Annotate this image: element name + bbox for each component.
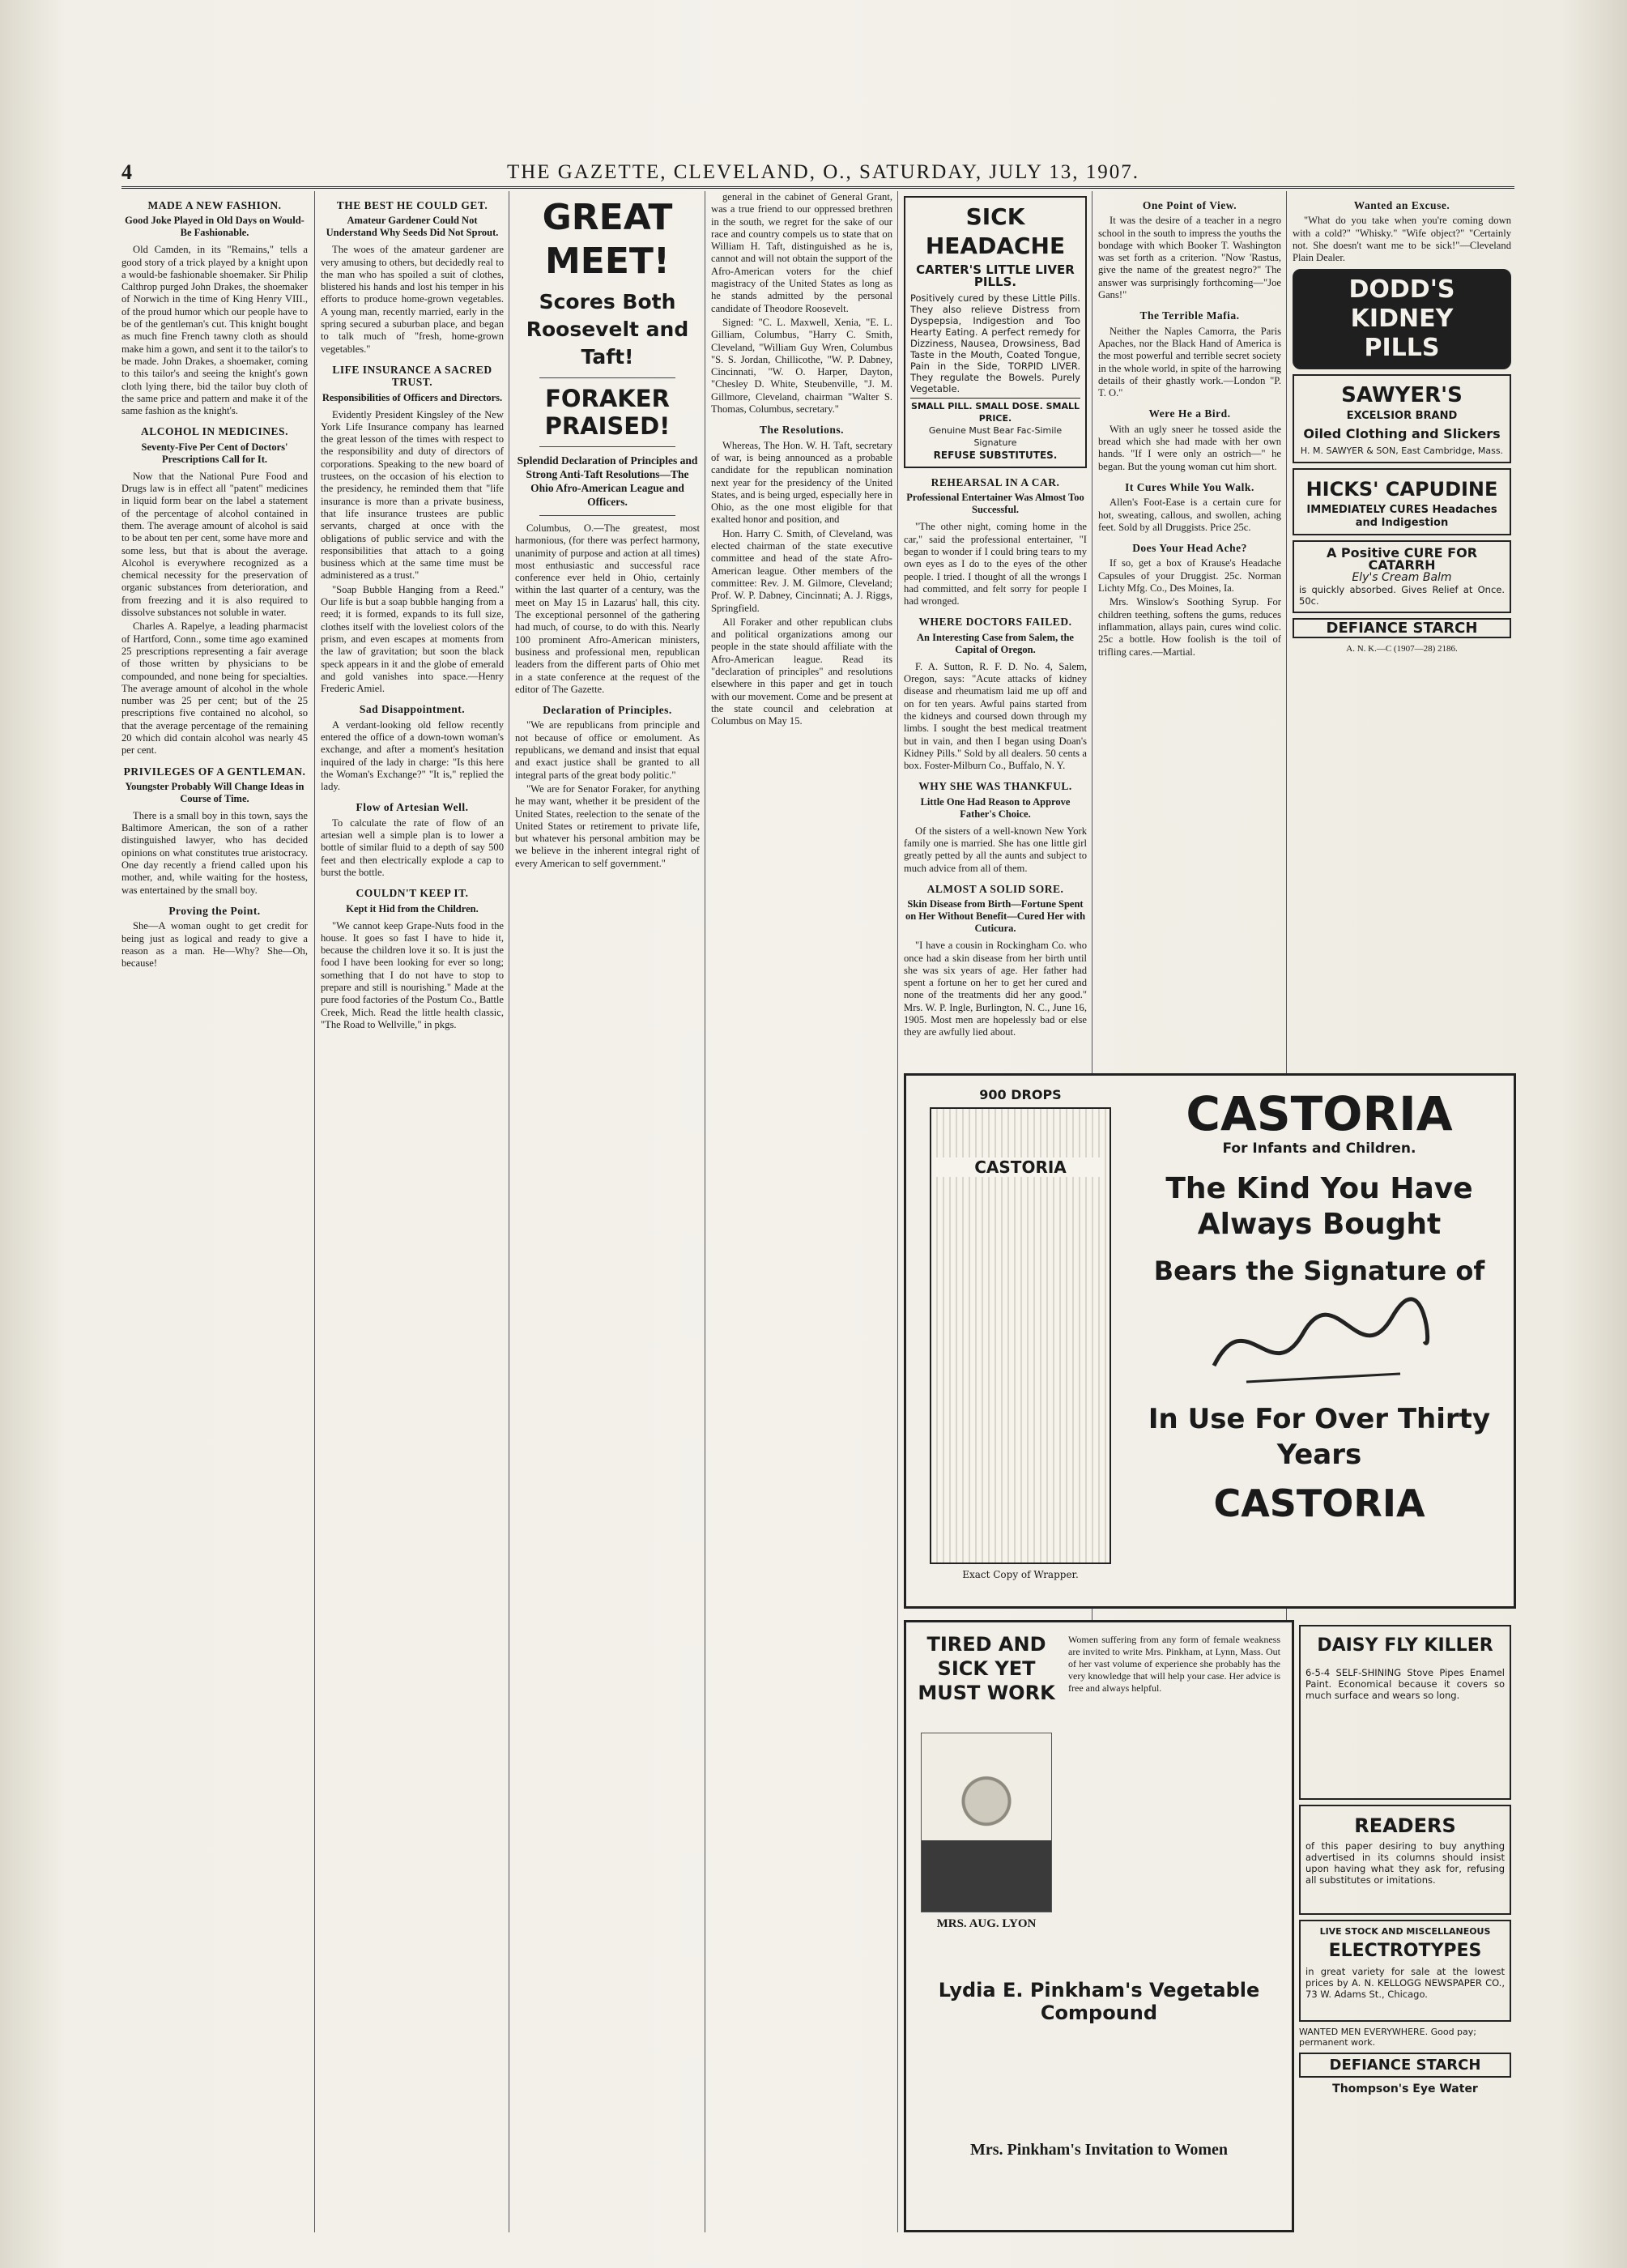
castoria-drops: 900 DROPS (979, 1087, 1062, 1102)
signatures: Signed: "C. L. Maxwell, Xenia, "E. L. Gilliam, Columbus, "Harry C. Smith, Cleveland, "William Guy Wren, Columbus "S. S. Jordan, Chillicothe, "W. P. Dabney, Cincinnati, "W. O. Harper, Dayton, "Chesley D. White, Steubenville, "J. M. Gillmore, Cleveland, chairman "Walter S. Thomas, Columbus, secretary." (711, 316, 892, 416)
story-subheading: Skin Disease from Birth—Fortune Spent on Her Without Benefit—Cured Her with Cuticura. (905, 898, 1086, 935)
sawyer-brand: SAWYER'S (1341, 383, 1463, 408)
castoria-wrapper-caption: Exact Copy of Wrapper. (962, 1569, 1079, 1580)
castoria-bottle-label: CASTORIA (936, 1157, 1105, 1177)
castoria-kind: The Kind You Have Always Bought (1165, 1172, 1473, 1241)
index-line: A. N. K.—C (1907—28) 2186. (1346, 644, 1458, 654)
carters-ad (904, 196, 1087, 468)
thompson-eye-water-ad: Thompson's Eye Water (1332, 2083, 1478, 2095)
story-heading: REHEARSAL IN A CAR. (931, 476, 1060, 489)
castoria-in-use: In Use For Over Thirty Years (1148, 1403, 1491, 1471)
story-subheading: An Interesting Case from Salem, the Capital of Oregon. (917, 631, 1074, 655)
newspaper-title: THE GAZETTE, CLEVELAND, O., SATURDAY, JULY 13, 1907. (506, 161, 1140, 183)
article-paragraph: All Foraker and other republican clubs and political organizations among our people in the state should affiliate with the Afro-American league. Read its "declaration of principles" and resolutions elsewhere in this paper and get in touch with our movement. Come and be present at the state council and celebration at Columbus on May 15. (711, 616, 892, 727)
divider (539, 377, 675, 378)
dodds-line1: DODD'S (1348, 275, 1455, 305)
story-subheading: Professional Entertainer Was Almost Too Successful. (906, 492, 1084, 516)
story-heading: MADE A NEW FASHION. (147, 199, 282, 211)
story-text: "The other night, coming home in the car," said the professional entertainer, "I began to wonder if I could bring tears to my own eyes as I do to the eyes of the other people. I tried. I thought of all the wrongs I had committed, and felt sorry for people I had wronged. (904, 521, 1087, 608)
story-text: Of the sisters of a well-known New York family one is married. She has one little girl greatly petted by all the aunts and subject to much advice from all of them. (904, 825, 1087, 874)
masthead (121, 159, 1514, 189)
pinkham-compound: Lydia E. Pinkham's Vegetable Compound (938, 1979, 1260, 2024)
divider (539, 446, 675, 447)
story-text: She—A woman ought to get credit for being just as logical and ready to give a reason as a man. He—Why? She—Oh, because! (121, 920, 308, 970)
article-paragraph: "We are for Senator Foraker, for anything he may want, whether it be president of the United States, reelection to the senate of the United States or retirement to private life, but whatever his personal ambition may be we believe in the inherent integral right of every American to self government." (515, 782, 700, 869)
story-text: Neither the Naples Camorra, the Paris Apaches, nor the Black Hand of America is the most powerful and terrible secret society in the whole world, in spite of the harrowing details of their ghastly work.—London "P. T. O." (1098, 325, 1281, 399)
story-heading: The Terrible Mafia. (1139, 309, 1240, 322)
divider (539, 515, 675, 516)
story-subheading: Amateur Gardener Could Not Understand Why Seeds Did Not Sprout. (326, 215, 499, 239)
article-paragraph: Whereas, The Hon. W. H. Taft, secretary of war, is being announced as a probable candidate for the republican nomination next year for the presidency of the United States, and is being urged, especially here in Ohio, as the one most eligible for that exalted honor and position, and (711, 439, 892, 526)
story-text: "I have a cousin in Rockingham Co. who once had a skin disease from her birth until she was six years of age. Her father had spent a fortune on her to get her cured and none of the treatments did her any good." Mrs. W. P. Ingle, Burlington, N. C., June 16, 1905. Most men are hopelessly bad or else they are awfully lied about. (904, 940, 1087, 1038)
story-text: The woes of the amateur gardener are very amusing to others, but decidedly real to the man who has spoiled a suit of clothes, blistered his hands and lost his temper in his efforts to produce home-grown vegetables. A young man, recently married, early in the spring secured a suburban place, and began to talk much of "fresh, home-grown vegetables." (321, 244, 504, 355)
article-paragraph: "We are republicans from principle and not because of office or emolument. As republicans, we demand and insist that equal and exact justice shall be granted to all integral parts of the great body politic." (515, 719, 700, 781)
article-paragraph: general in the cabinet of General Grant, was a true friend to our oppressed brethren in the south, we regret for the sake of our race and country compels us to state that on William H. Taft, distinguished as he is, cannot and will not obtain the support of the Afro-American voters for the chief magistracy of the United States as long as he stands admitted by the personal candidate of Theodore Roosevelt. (711, 191, 892, 314)
story-subheading: Responsibilities of Officers and Directors. (322, 391, 503, 403)
daisy-fly-killer-ad (1299, 1625, 1511, 1800)
story-text: There is a small boy in this town, says the Baltimore American, the son of a rather distinguished lawyer, who has decided opinions on what constitutes true aristocracy. One day recently a friend called upon his mother, and, while waiting for the hostess, was entertained by the small boy. (121, 809, 308, 896)
dodds-kidney-pills-ad (1293, 269, 1511, 369)
catarrh-product: Ely's Cream Balm (1352, 570, 1452, 584)
ad-brand: CARTER'S LITTLE LIVER PILLS. (916, 262, 1075, 290)
story-subheading: Little One Had Reason to Approve Father's Choice. (920, 795, 1071, 820)
dodds-line3: PILLS (1364, 334, 1440, 363)
sawyer-product: Oiled Clothing and Slickers (1303, 425, 1501, 441)
electrotypes-title: ELECTROTYPES (1328, 1941, 1482, 1961)
story-text: "We cannot keep Grape-Nuts food in the house. It goes so fast I have to hide it, because the children love it so. It is just the food I have been looking for ever so long; something that I do not have to stop to prepare and still is nourishing." Made at the pure food factories of the Postum Co., Battle Creek, Mich. Read the little health classic, "The Road to Wellville," in pkgs. (321, 919, 504, 1030)
column-rule (314, 191, 315, 2232)
story-heading: One Point of View. (1142, 199, 1237, 211)
catarrh-ad (1293, 540, 1511, 613)
story-subheading: Seventy-Five Per Cent of Doctors' Prescriptions Call for It. (141, 441, 288, 465)
bottom-right-ads (1299, 1620, 1511, 2228)
story-heading: Does Your Head Ache? (1132, 542, 1247, 555)
readers-text: of this paper desiring to buy anything advertised in its columns should insist upon having what they ask for, refusing all substitutes or imitations. (1305, 1840, 1505, 1886)
capudine-name: HICKS' CAPUDINE (1305, 478, 1498, 501)
capudine-ad (1293, 468, 1511, 535)
story-text: Charles A. Rapelye, a leading pharmacist of Hartford, Conn., some time ago examined 25 prescriptions representing a fair average of those written by physicians to be compounded, and none being for specialties. The average amount of alcohol in the whole number was 25 per cent; but of the 25 prescriptions five contained no alcohol, so that the average percentage of the remaining 20 which did contain alcohol was nearly 45 per cent. (121, 620, 308, 757)
readers-ad (1299, 1805, 1511, 1915)
daisy-text: 6-5-4 SELF-SHINING Stove Pipes Enamel Paint. Economical because it covers so much surface and wears so long. (1305, 1667, 1505, 1701)
readers-title: READERS (1354, 1814, 1456, 1837)
story-text: F. A. Sutton, R. F. D. No. 4, Salem, Oregon, says: "Acute attacks of kidney disease and rheumatism laid me up off and on for ten years. Awful pains started from the kidneys and coursed down through my limbs. I sought the best medical treatment but in vain, and then I began using Doan's Kidney Pills." Sold by all dealers. 50 cents a box. Foster-Milburn Co., Buffalo, N. Y. (904, 660, 1087, 772)
story-heading: Were He a Bird. (1148, 407, 1231, 420)
column-3 (515, 191, 700, 2232)
ad-genuine: Genuine Must Bear Fac-Simile Signature (928, 425, 1063, 449)
castoria-bears: Bears the Signature of (1153, 1256, 1485, 1286)
electrotypes-head: LIVE STOCK AND MISCELLANEOUS (1319, 1926, 1491, 1937)
story-heading: LIFE INSURANCE A SACRED TRUST. (332, 363, 492, 389)
article-paragraph: Hon. Harry C. Smith, of Cleveland, was elected chairman of the state executive committee and head of the state Afro-American league. Other members of the committee: Rev. J. M. Gilmore, Cleveland; Prof. W. P. Dabney, Cincinnati; A. J. Riggs, Springfield. (711, 527, 892, 614)
subheadline-declaration: Splendid Declaration of Principles and Strong Anti-Taft Resolutions—The Ohio Afro-American League and Officers. (517, 454, 698, 508)
column-rule (897, 191, 898, 2232)
portrait-caption: MRS. AUG. LYON (936, 1917, 1037, 1930)
pinkham-text: Women suffering from any form of female weakness are invited to write Mrs. Pinkham, at Lynn, Mass. Out of her vast volume of experience she probably has the very knowledge that will help your case. Her advice is free and always helpful. (1068, 1634, 1280, 1694)
defiance-starch-ad-2 (1299, 2053, 1511, 2078)
castoria-footer: CASTORIA (1213, 1481, 1425, 1525)
story-text: Allen's Foot-Ease is a certain cure for hot, sweating, callous, and swollen, aching feet. Sold by all Druggists. Price 25c. (1098, 497, 1281, 533)
pinkham-title: TIRED AND SICK YET MUST WORK (918, 1633, 1055, 1704)
story-heading: ALMOST A SOLID SORE. (926, 882, 1064, 895)
column-5-stories (904, 476, 1087, 1039)
story-heading: COULDN'T KEEP IT. (356, 887, 469, 900)
story-heading: It Cures While You Walk. (1125, 480, 1254, 493)
catarrh-head: A Positive CURE FOR CATARRH (1326, 544, 1478, 573)
column-6 (1098, 191, 1281, 1066)
story-text: Now that the National Pure Food and Drugs law is in effect all "patent" medicines in liquid form bear on the label a statement of the percentage of alcohol contained in them. The average amount of alcohol is said to be about ten per cent, some have more and some less, but that is about the average. Alcohol is everywhere recognized as a chemical necessity for the preservation of organic substances from deterioration, and from freezing and it is also required to dissolve substances not soluble in water. (121, 470, 308, 619)
column-1 (121, 191, 308, 2232)
column-7 (1293, 191, 1511, 1066)
story-heading: Wanted an Excuse. (1353, 199, 1450, 211)
pinkham-invitation: Mrs. Pinkham's Invitation to Women (970, 2141, 1228, 2159)
castoria-title: CASTORIA (1186, 1086, 1453, 1141)
story-text: "What do you take when you're coming down with a cold?" "Whisky." "Wife object?" "Certainly not. She doesn't want me to be sick!"—Cleveland Plain Dealer. (1293, 215, 1511, 264)
story-heading: WHERE DOCTORS FAILED. (918, 616, 1072, 629)
sawyer-line: EXCELSIOR BRAND (1346, 410, 1458, 423)
dodds-line2: KIDNEY (1350, 305, 1454, 334)
electrotypes-ad (1299, 1920, 1511, 2022)
story-text: "Soap Bubble Hanging from a Reed." Our life is but a soap bubble hanging from a reed; it is formed, expands to its full size, clothes itself with the loveliest colors of the prism, and even escapes at moments from the law of gravitation; but soon the black speck appears in it and the globe of emerald and gold vanishes into space.—Henry Frederic Amiel. (321, 583, 504, 695)
defiance-name-2: DEFIANCE STARCH (1329, 2057, 1481, 2074)
castoria-ad (904, 1073, 1516, 1609)
column-2 (321, 191, 504, 2232)
story-subheading: Kept it Hid from the Children. (346, 902, 479, 914)
defiance-starch-ad (1293, 618, 1511, 638)
article-paragraph: Columbus, O.—The greatest, most harmonious, (for there was perfect harmony, unanimity of purpose and action at all times) most enthusiastic and successful race conference ever held in Ohio, certainly within the last quarter of a century, was the meet on May 15 in Lazarus' hall, this city. The exceptional personnel of the gathering had much, of course, to do with this. Nearly 100 prominent Afro-American ministers, business and professional men, republican leaders from the different parts of Ohio met in a state conference at the request of the editor of The Gazette. (515, 522, 700, 695)
story-heading: Proving the Point. (168, 904, 261, 917)
story-text: It was the desire of a teacher in a negro school in the south to impress the youths the bondage with which Booker T. Washington was set forth as a criterion. "Now 'Rastus, give the name of the greatest negro?" The answer was surprisingly forthcoming—"Joe Gans!" (1098, 215, 1281, 301)
story-heading: Sad Disappointment. (359, 703, 466, 716)
column-5 (904, 191, 1087, 1066)
story-subheading: Youngster Probably Will Change Ideas in Course of Time. (125, 780, 305, 804)
castoria-bottle (930, 1107, 1111, 1564)
ad-text: Positively cured by these Little Pills. They also relieve Distress from Dyspepsia, Indigestion and Too Hearty Eating. A perfect remedy for Dizziness, Nausea, Drowsiness, Bad Taste in the Mouth, Coated Tongue, Pain in the Side, TORPID LIVER. They regulate the Bowels. Purely Vegetable. (910, 292, 1080, 394)
section-heading-resolutions: The Resolutions. (759, 424, 845, 437)
story-text: To calculate the rate of flow of an artesian well a simple plan is to lower a bottle of similar fluid to a depth of say 500 feet and then electrically explode a cap to burst the bottle. (321, 816, 504, 878)
headline-foraker-praised: FORAKER PRAISED! (544, 385, 671, 440)
castoria-for-infants: For Infants and Children. (1222, 1140, 1416, 1157)
castoria-signature-image (1198, 1293, 1441, 1398)
section-heading: Declaration of Principles. (543, 704, 672, 717)
story-subheading: Good Joke Played in Old Days on Would-Be Fashionable. (125, 215, 305, 239)
pinkham-ad (904, 1620, 1294, 2232)
ad-title: SICK HEADACHE (925, 203, 1066, 259)
story-heading: Flow of Artesian Well. (356, 801, 469, 814)
story-text: Old Camden, in its "Remains," tells a good story of a trick played by a knight upon a would-be fashionable shoemaker. Sir Philip Calthrop purged John Drakes, the shoemaker of Norwich in the time of King Henry VIII., of the proud humor which our people have to be of the gentleman's cut. This knight bought as much fine French tawny cloth as should make him a gown, and sent it to the tailor's to be made. John Drakes, a shoemaker, coming to this tailor's and seeing the knight's gown cloth lying there, bid the tailor buy cloth of the same price and pattern and make it of the same fashion as the knight's. (121, 244, 308, 417)
sawyer-ad (1293, 374, 1511, 463)
ad-slogan: SMALL PILL. SMALL DOSE. SMALL PRICE. (910, 398, 1080, 425)
story-text: Evidently President Kingsley of the New York Life Insurance company has learned the great lesson of the times with respect to the responsibility and duty of directors of corporations. Speaking to the new board of trustees, on the occasion of his election to the presidency, he reminded them that "life insurance is more than a private business, that life insurance trustees are public servants, charged at once with the obligations of public service and with the responsibilities that attach to a going business which at the same time must be administered as a trust." (321, 408, 504, 582)
ad-refuse: REFUSE SUBSTITUTES. (933, 449, 1058, 461)
sawyer-maker: H. M. SAWYER & SON, East Cambridge, Mass. (1300, 446, 1504, 457)
story-text: A verdant-looking old fellow recently entered the office of a down-town woman's exchange, and after a moment's hesitation inquired of the lady in charge: "Is this here the Woman's Exchange?" "It is," replied the lady. (321, 718, 504, 793)
defiance-name: DEFIANCE STARCH (1326, 619, 1478, 637)
portrait-mrs-lyon (921, 1733, 1052, 1912)
subheadline-roosevelt-taft: Scores Both Roosevelt and Taft! (526, 290, 689, 369)
page-number: 4 (121, 160, 132, 184)
daisy-title: DAISY FLY KILLER (1317, 1635, 1493, 1656)
story-heading: WHY SHE WAS THANKFUL. (918, 780, 1072, 793)
electrotypes-text: in great variety for sale at the lowest prices by A. N. KELLOGG NEWSPAPER CO., 73 W. Adams St., Chicago. (1305, 1966, 1505, 2000)
headline-great-meet: GREAT MEET! (542, 197, 673, 282)
story-heading: THE BEST HE COULD GET. (336, 199, 488, 211)
story-text: Mrs. Winslow's Soothing Syrup. For children teething, softens the gums, reduces inflammation, allays pain, cures wind colic. 25c a bottle. How foolish is the toil of trifling cares.—Martial. (1098, 596, 1281, 658)
story-heading: ALCOHOL IN MEDICINES. (141, 425, 288, 438)
capudine-text: IMMEDIATELY CURES Headaches and Indigestion (1306, 504, 1497, 529)
column-4 (711, 191, 892, 2232)
catarrh-text: is quickly absorbed. Gives Relief at Once. 50c. (1299, 583, 1505, 607)
wanted-ad: WANTED MEN EVERYWHERE. Good pay; permanent work. (1299, 2027, 1477, 2048)
story-heading: PRIVILEGES OF A GENTLEMAN. (123, 765, 306, 778)
story-text: If so, get a box of Krause's Headache Capsules of your Druggist. 25c. Norman Lichty Mfg. Co., Des Moines, Ia. (1098, 557, 1281, 595)
story-text: With an ugly sneer he tossed aside the bread which she had made with her own hands. "If I were only an ostrich—" he began. But the young woman cut him short. (1098, 423, 1281, 472)
